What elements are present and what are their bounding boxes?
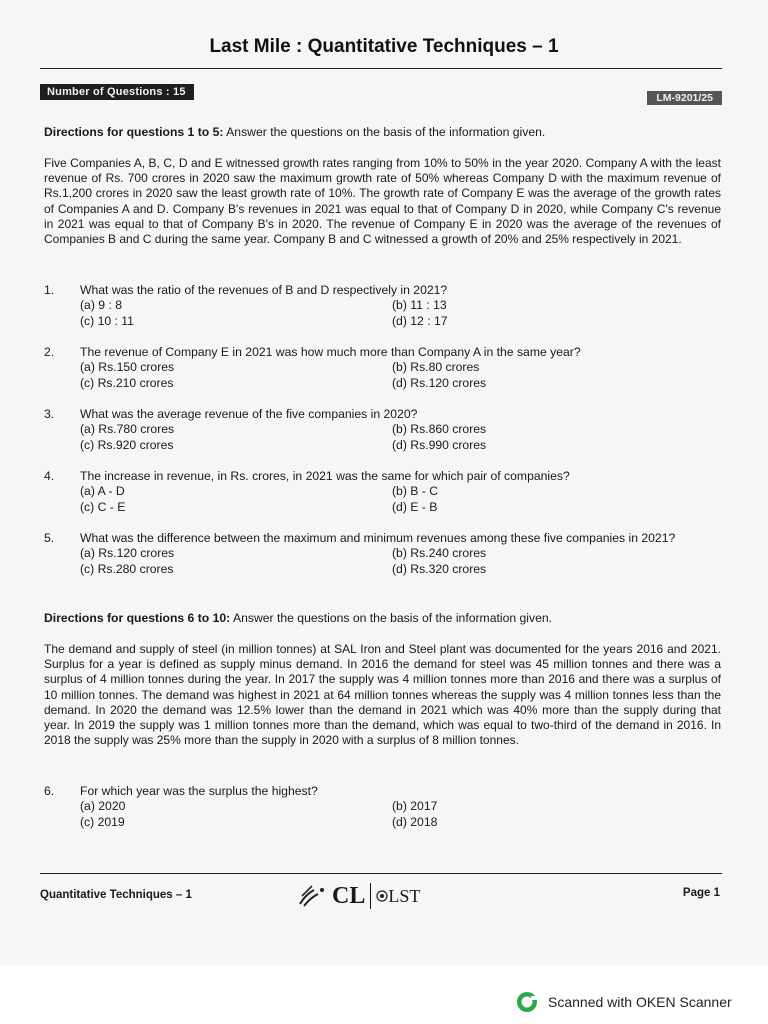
footer-divider [40, 873, 722, 874]
option-d: (d) Rs.990 crores [392, 437, 487, 452]
option-c: (c) 10 : 11 [80, 313, 134, 328]
option-c: (c) Rs.920 crores [80, 437, 174, 452]
logo-circle-icon [376, 890, 388, 902]
oken-scanner-icon [515, 990, 539, 1014]
logo-cl-text: CL [332, 882, 366, 909]
question-text: What was the average revenue of the five companies in 2020? [80, 407, 418, 421]
title-divider [40, 68, 722, 69]
question-text: The revenue of Company E in 2021 was how much more than Company A in the same year? [80, 345, 581, 359]
publisher-logo [298, 880, 420, 912]
question-text: The increase in revenue, in Rs. crores, in 2021 was the same for which pair of companies? [80, 469, 570, 483]
option-d: (d) Rs.320 crores [392, 561, 487, 576]
option-d: (d) 2018 [392, 814, 438, 829]
option-a: (a) Rs.150 crores [80, 360, 175, 375]
directions-1-text: Answer the questions on the basis of the information given. [223, 125, 546, 139]
option-b: (b) Rs.240 crores [392, 546, 487, 561]
option-a: (a) Rs.120 crores [80, 546, 175, 561]
scanner-watermark [515, 990, 732, 1014]
option-a: (a) Rs.780 crores [80, 422, 175, 437]
page-number: Page 1 [682, 887, 720, 899]
question-number: 4. [44, 469, 55, 483]
question-text: What was the ratio of the revenues of B and D respectively in 2021? [80, 283, 448, 297]
options [80, 422, 722, 453]
question-count-badge: Number of Questions : 15 [40, 84, 194, 100]
directions-2 [44, 611, 721, 626]
page-title: Last Mile : Quantitative Techniques – 1 [209, 36, 559, 57]
question-3 [44, 407, 722, 453]
question-text: What was the difference between the maximum and minimum revenues among these five companies in 2021? [80, 531, 676, 545]
option-b: (b) Rs.860 crores [392, 422, 487, 437]
paper-code-badge: LM-9201/25 [647, 91, 722, 105]
question-5 [44, 531, 722, 577]
options [80, 799, 722, 830]
passage-1: Five Companies A, B, C, D and E witnessed growth rates ranging from 10% to 50% in the year 2020. Company A with the least revenue of Rs. 700 crores in 2020 saw the maximum growth rate of 50% whereas Company D with the maximum revenue of Rs.1,200 crores in 2020 saw the least growth rate of 10%. The growth rate of Company E was the average of the growth rates of Companies A and D. Company B's revenues in 2021 was equal to that of Company D in 2020, while Company C's revenue in 2021 was equal to that of Company B's in 2020. The revenue of Company E in 2020 was the average of the revenues of Companies B and C during the same year. Company B and C witnessed a growth of 20% and 25% respectively in 2021. [44, 156, 721, 247]
option-d: (d) Rs.120 crores [392, 375, 487, 390]
question-1 [44, 283, 722, 329]
options [80, 546, 722, 577]
option-d: (d) 12 : 17 [392, 313, 448, 328]
directions-2-text: Answer the questions on the basis of the information given. [230, 611, 553, 625]
directions-1 [44, 125, 721, 140]
option-b: (b) 2017 [392, 799, 438, 814]
question-number: 2. [44, 345, 55, 359]
question-number: 1. [44, 283, 55, 297]
option-a: (a) 9 : 8 [80, 298, 122, 313]
option-c: (c) 2019 [80, 814, 125, 829]
option-c: (c) Rs.210 crores [80, 375, 174, 390]
question-6 [44, 784, 722, 830]
question-number: 5. [44, 531, 55, 545]
option-a: (a) 2020 [80, 799, 126, 814]
question-number: 3. [44, 407, 55, 421]
option-b: (b) 11 : 13 [392, 298, 447, 313]
options [80, 484, 722, 515]
logo-lst-text: LST [388, 885, 421, 906]
directions-2-heading: Directions for questions 6 to 10: [44, 611, 231, 625]
options [80, 360, 722, 391]
options [80, 298, 722, 329]
logo-separator [370, 883, 371, 909]
question-4 [44, 469, 722, 515]
passage-2: The demand and supply of steel (in million tonnes) at SAL Iron and Steel plant was documented for the years 2016 and 2021. Surplus for a year is defined as supply minus demand. In 2016 the demand for steel was 45 million tonnes and there was a surplus of 4 million tonnes during the year. In 2017 the supply was 4 million tonnes more than 2016 and there was a surplus of 10 million tonnes. The demand was highest in 2021 at 64 million tonnes whereas the supply was 4 million tonnes less than the demand. In 2020 the demand was 12.5% lower than the demand in 2021 which was 40% more than the supply during that year. In 2019 the supply was 1 million tonnes more than the demand, which was equal to two-third of the demand in 2016. In 2018 the supply was 25% more than the supply in 2020 with a surplus of 8 million tonnes. [44, 642, 721, 748]
footer-subject: Quantitative Techniques – 1 [40, 889, 192, 901]
option-d: (d) E - B [392, 499, 438, 514]
question-number: 6. [44, 784, 55, 798]
question-text: For which year was the surplus the highest? [80, 784, 318, 798]
logo-mark-icon [298, 884, 328, 908]
scanner-text: Scanned with OKEN Scanner [548, 994, 732, 1010]
question-2 [44, 345, 722, 391]
directions-1-heading: Directions for questions 1 to 5: [44, 125, 224, 139]
option-c: (c) C - E [80, 499, 126, 514]
option-c: (c) Rs.280 crores [80, 561, 174, 576]
option-b: (b) B - C [392, 484, 439, 499]
option-b: (b) Rs.80 crores [392, 360, 480, 375]
option-a: (a) A - D [80, 484, 125, 499]
